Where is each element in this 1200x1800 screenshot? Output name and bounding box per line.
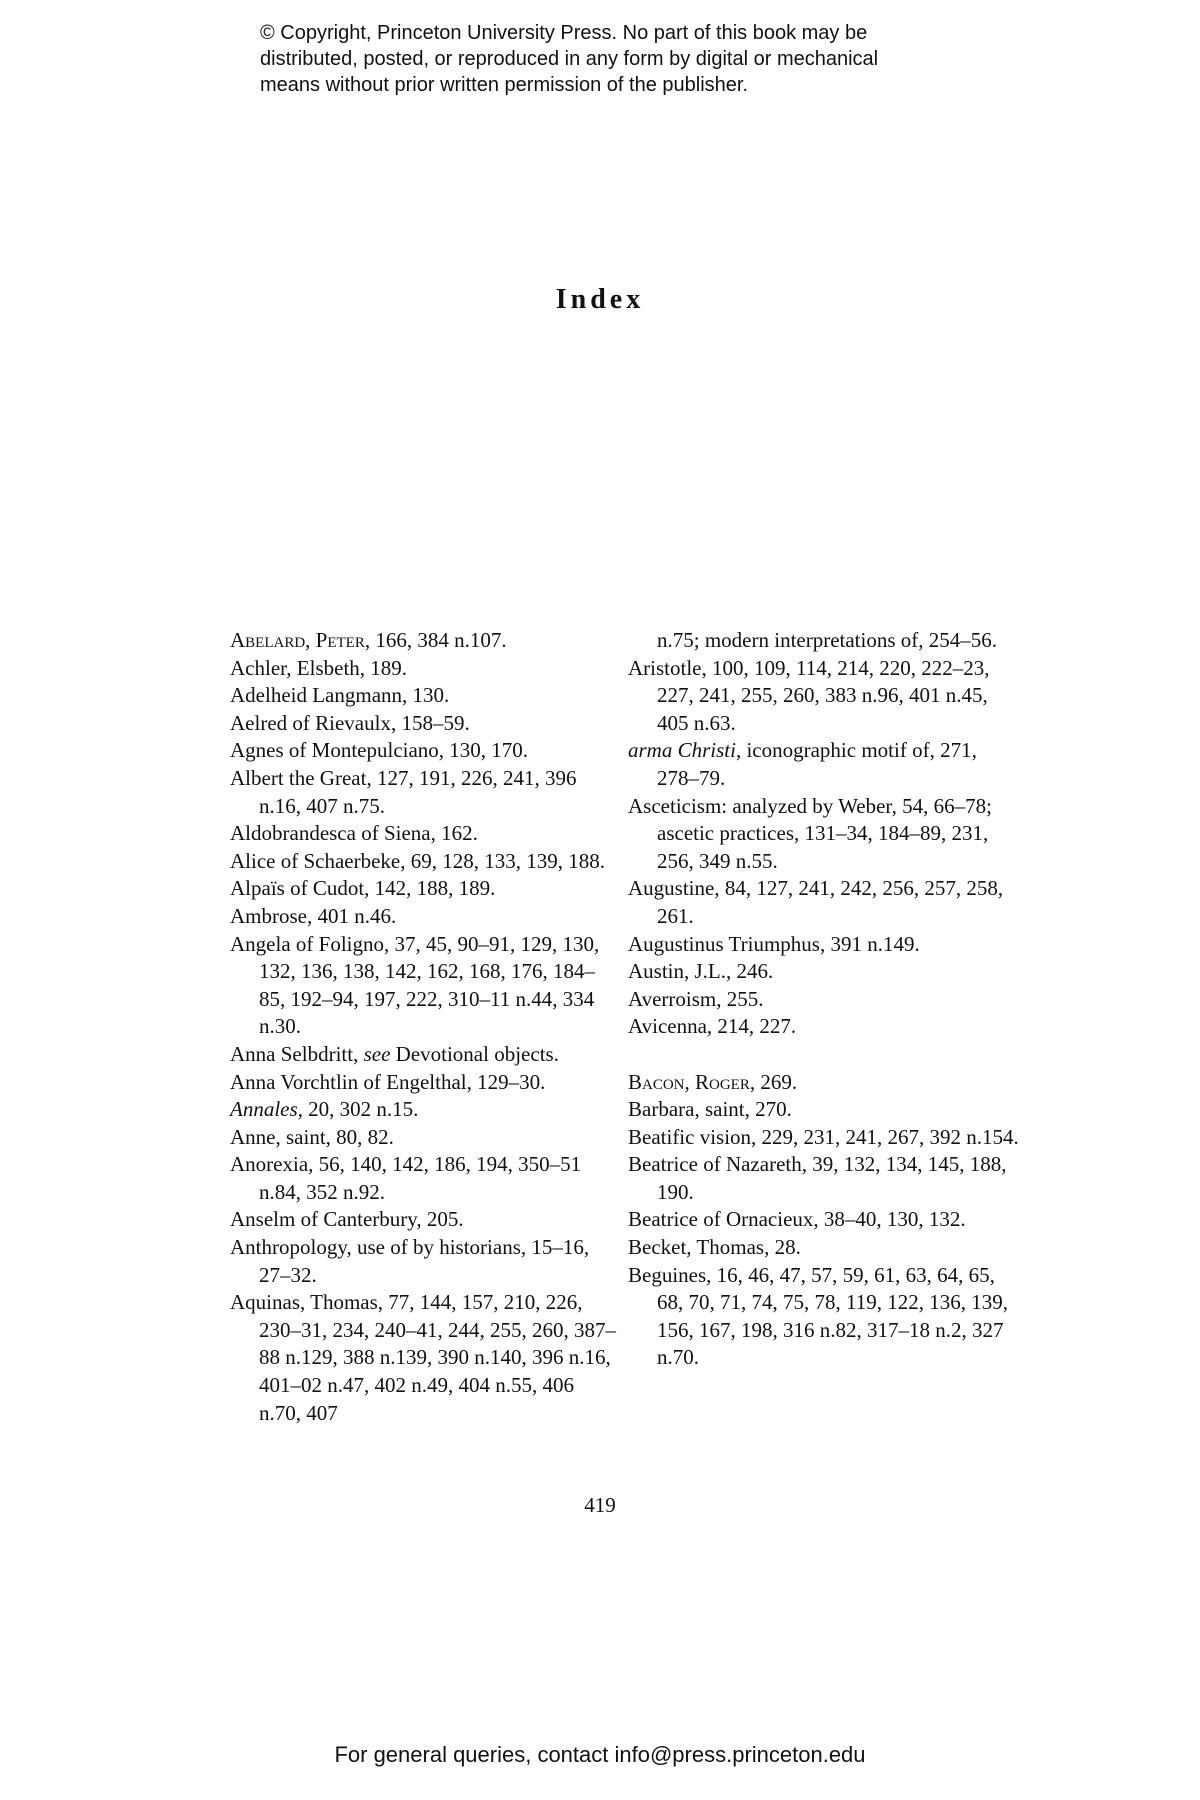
index-entry: Anselm of Canterbury, 205. xyxy=(230,1207,464,1232)
index-entry: Anthropology, use of by historians, 15–16, 27–32. xyxy=(230,1235,590,1287)
index-entry: Avicenna, 214, 227. xyxy=(628,1014,797,1039)
index-entry: Anorexia, 56, 140, 142, 186, 194, 350–51 n.84, 352 n.92. xyxy=(230,1152,582,1204)
index-entry: arma Christi, iconographic motif of, 271, 278–79. xyxy=(628,738,977,790)
page-number: 419 xyxy=(584,1493,616,1517)
index-entry: Angela of Foligno, 37, 45, 90–91, 129, 130, 132, 136, 138, 142, 162, 168, 176, 184–85, 192–94, 197, 222, 310–11 n.44, 334 n.30. xyxy=(230,931,600,1039)
index-entry: Bacon, Roger, 269. xyxy=(628,1069,798,1094)
index-entry: Beatrice of Ornacieux, 38–40, 130, 132. xyxy=(628,1207,966,1232)
index-entry-heading: Abelard, Peter xyxy=(230,628,365,652)
copyright-line: © Copyright, Princeton University Press. No part of this book may be xyxy=(260,22,868,44)
index-entry: Anne, saint, 80, 82. xyxy=(230,1124,394,1149)
index-entry: Becket, Thomas, 28. xyxy=(628,1235,801,1260)
index-entry: Adelheid Langmann, 130. xyxy=(230,683,450,708)
index-entry: Averroism, 255. xyxy=(628,986,764,1011)
index-entry: Augustinus Triumphus, 391 n.149. xyxy=(628,931,920,956)
copyright-notice xyxy=(260,20,1020,98)
index-entry: Beguines, 16, 46, 47, 57, 59, 61, 63, 64, 65, 68, 70, 71, 74, 75, 78, 119, 122, 136, 139, 156, 167, 198, 316 n.82, 317–18 n.2, 327 n.70. xyxy=(628,1262,1008,1370)
copyright-line: distributed, posted, or reproduced in any form by digital or mechanical xyxy=(260,48,879,70)
index-entry: Achler, Elsbeth, 189. xyxy=(230,655,408,680)
index-entry: Albert the Great, 127, 191, 226, 241, 396 n.16, 407 n.75. xyxy=(230,765,577,818)
contact-footer: For general queries, contact info@press.princeton.edu xyxy=(334,1742,866,1767)
page-title: Index xyxy=(555,284,645,315)
index-column-left xyxy=(230,627,620,1427)
index-entry: Beatrice of Nazareth, 39, 132, 134, 145, 188, 190. xyxy=(628,1152,1007,1204)
index-entry-continued: n.75; modern interpretations of, 254–56. xyxy=(657,628,998,652)
index-entry: Anna Vorchtlin of Engelthal, 129–30. xyxy=(230,1069,546,1094)
index-entry: Barbara, saint, 270. xyxy=(628,1097,792,1122)
index-entry: Aelred of Rievaulx, 158–59. xyxy=(230,710,470,735)
index-entry: Abelard, Peter, 166, 384 n.107. xyxy=(230,628,507,652)
index-entry: Austin, J.L., 246. xyxy=(628,959,774,984)
index-column-right xyxy=(628,627,1020,1372)
index-entry: Agnes of Montepulciano, 130, 170. xyxy=(230,738,529,763)
index-entry: Alpaïs of Cudot, 142, 188, 189. xyxy=(230,876,496,901)
index-entry: Beatific vision, 229, 231, 241, 267, 392 n.154. xyxy=(628,1124,1019,1149)
index-entry: Annales, 20, 302 n.15. xyxy=(230,1097,419,1122)
letter-group-divider xyxy=(628,1041,1020,1069)
index-entry: Anna Selbdritt, see Devotional objects. xyxy=(230,1041,559,1066)
index-entry: Aristotle, 100, 109, 114, 214, 220, 222–23, 227, 241, 255, 260, 383 n.96, 401 n.45, 405 n.63. xyxy=(628,655,990,735)
index-entry: Aquinas, Thomas, 77, 144, 157, 210, 226, 230–31, 234, 240–41, 244, 255, 260, 387–88 n.129, 388 n.139, 390 n.140, 396 n.16, 401–02 n.47, 402 n.49, 404 n.55, 406 n.70, 407 xyxy=(230,1290,616,1425)
copyright-line: means without prior written permission of the publisher. xyxy=(260,74,749,96)
index-entry-heading: Bacon, Roger xyxy=(628,1069,750,1094)
index-entry: Aldobrandesca of Siena, 162. xyxy=(230,821,478,846)
index-entry: Ambrose, 401 n.46. xyxy=(230,903,397,928)
index-entry: Asceticism: analyzed by Weber, 54, 66–78; ascetic practices, 131–34, 184–89, 231, 256, 349 n.55. xyxy=(628,793,992,873)
index-entry: Augustine, 84, 127, 241, 242, 256, 257, 258, 261. xyxy=(628,876,1004,928)
index-entry: Alice of Schaerbeke, 69, 128, 133, 139, 188. xyxy=(230,848,605,873)
